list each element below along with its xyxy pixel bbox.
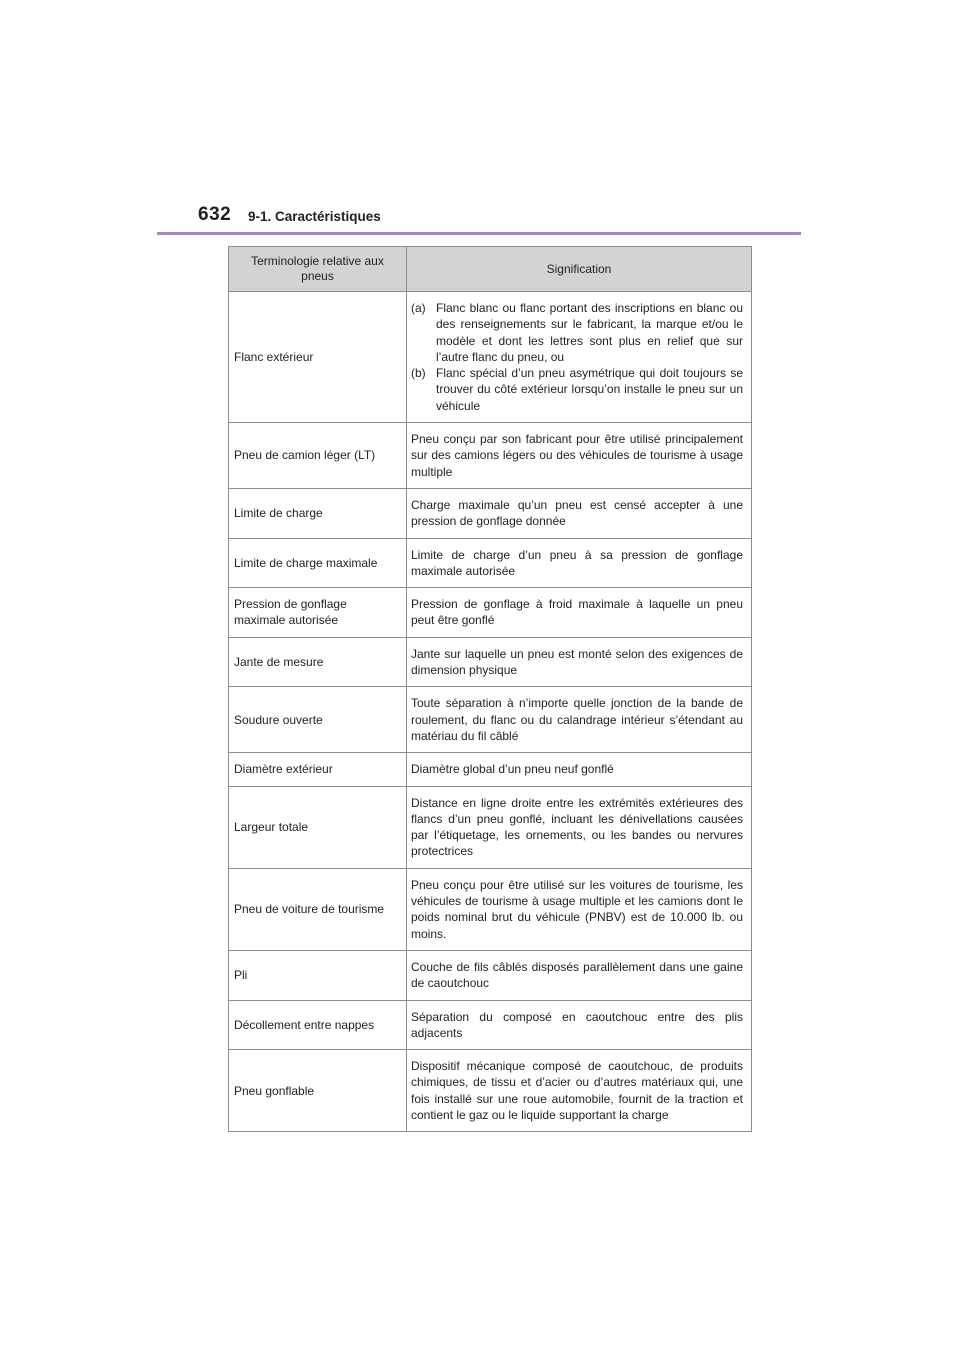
table-row bbox=[229, 488, 752, 538]
list-marker: (b) bbox=[411, 366, 426, 381]
column-header-meaning: Signification bbox=[407, 247, 752, 292]
page-number: 632 bbox=[198, 204, 232, 225]
section-title: 9-1. Caractéristiques bbox=[248, 209, 381, 224]
term-cell: Pli bbox=[229, 950, 407, 1000]
term-cell: Soudure ouverte bbox=[229, 687, 407, 753]
table-row bbox=[229, 868, 752, 950]
term-cell: Diamètre extérieur bbox=[229, 753, 407, 786]
meaning-cell: Pression de gonflage à froid maximale à laquelle un pneu peut être gonflé bbox=[407, 588, 752, 638]
list-item-text: Flanc blanc ou flanc portant des inscriptions en blanc ou des renseignements sur le fabricant, la marque et/ou le modèle et dont les lettres sont plus en relief que sur l’autre flanc du pneu, ou bbox=[436, 301, 743, 364]
meaning-cell bbox=[407, 292, 752, 423]
tire-terminology-table bbox=[228, 246, 752, 1132]
term-cell: Largeur totale bbox=[229, 786, 407, 868]
meaning-cell: Jante sur laquelle un pneu est monté selon des exigences de dimension physique bbox=[407, 637, 752, 687]
header-divider bbox=[157, 232, 801, 235]
meaning-cell: Diamètre global d’un pneu neuf gonflé bbox=[407, 753, 752, 786]
meaning-cell: Séparation du composé en caoutchouc entre des plis adjacents bbox=[407, 1000, 752, 1050]
table-row bbox=[229, 538, 752, 588]
term-cell: Jante de mesure bbox=[229, 637, 407, 687]
table-row bbox=[229, 588, 752, 638]
meaning-cell: Distance en ligne droite entre les extrémités extérieures des flancs d’un pneu gonflé, incluant les dénivellations causées par l’étiquetage, les ornements, ou les bandes ou nervures protectrices bbox=[407, 786, 752, 868]
term-cell: Pneu gonflable bbox=[229, 1050, 407, 1132]
list-marker: (a) bbox=[411, 301, 426, 315]
list-item-text: Flanc spécial d’un pneu asymétrique qui doit toujours se trouver du côté extérieur lorsqu’on installe le pneu sur un véhicule bbox=[436, 366, 743, 413]
meaning-cell: Charge maximale qu’un pneu est censé accepter à une pression de gonflage donnée bbox=[407, 488, 752, 538]
meaning-cell: Pneu conçu par son fabricant pour être utilisé principalement sur des camions légers ou des véhicules de tourisme à usage multiple bbox=[407, 423, 752, 489]
table-row bbox=[229, 753, 752, 786]
table-row bbox=[229, 1050, 752, 1132]
term-cell: Flanc extérieur bbox=[229, 292, 407, 423]
list-item bbox=[411, 365, 743, 414]
table-row bbox=[229, 786, 752, 868]
meaning-cell: Couche de fils câblés disposés parallèlement dans une gaine de caoutchouc bbox=[407, 950, 752, 1000]
term-cell: Pneu de voiture de tourisme bbox=[229, 868, 407, 950]
table-row bbox=[229, 292, 752, 423]
table-row bbox=[229, 687, 752, 753]
table-row bbox=[229, 950, 752, 1000]
meaning-cell: Toute séparation à n’importe quelle jonction de la bande de roulement, du flanc ou du calandrage intérieur s’étendant au matériau du fil câblé bbox=[407, 687, 752, 753]
table-row bbox=[229, 637, 752, 687]
table-row bbox=[229, 1000, 752, 1050]
column-header-term: Terminologie relative aux pneus bbox=[229, 247, 407, 292]
list-item bbox=[411, 300, 743, 365]
meaning-cell: Limite de charge d’un pneu à sa pression de gonflage maximale autorisée bbox=[407, 538, 752, 588]
term-cell: Limite de charge bbox=[229, 488, 407, 538]
term-cell: Limite de charge maximale bbox=[229, 538, 407, 588]
meaning-cell: Dispositif mécanique composé de caoutchouc, de produits chimiques, de tissu et d’acier ou d’autres matériaux qui, une fois installé sur une roue automobile, fournit de la traction et contient le gaz ou le liquide supportant la charge bbox=[407, 1050, 752, 1132]
meaning-cell: Pneu conçu pour être utilisé sur les voitures de tourisme, les véhicules de tourisme à usage multiple et les camions dont le poids nominal brut du véhicule (PNBV) est de 10.000 lb. ou moins. bbox=[407, 868, 752, 950]
table-row bbox=[229, 423, 752, 489]
term-cell: Décollement entre nappes bbox=[229, 1000, 407, 1050]
term-cell: Pneu de camion léger (LT) bbox=[229, 423, 407, 489]
table-header-row bbox=[229, 247, 752, 292]
term-cell: Pression de gonflage maximale autorisée bbox=[229, 588, 407, 638]
